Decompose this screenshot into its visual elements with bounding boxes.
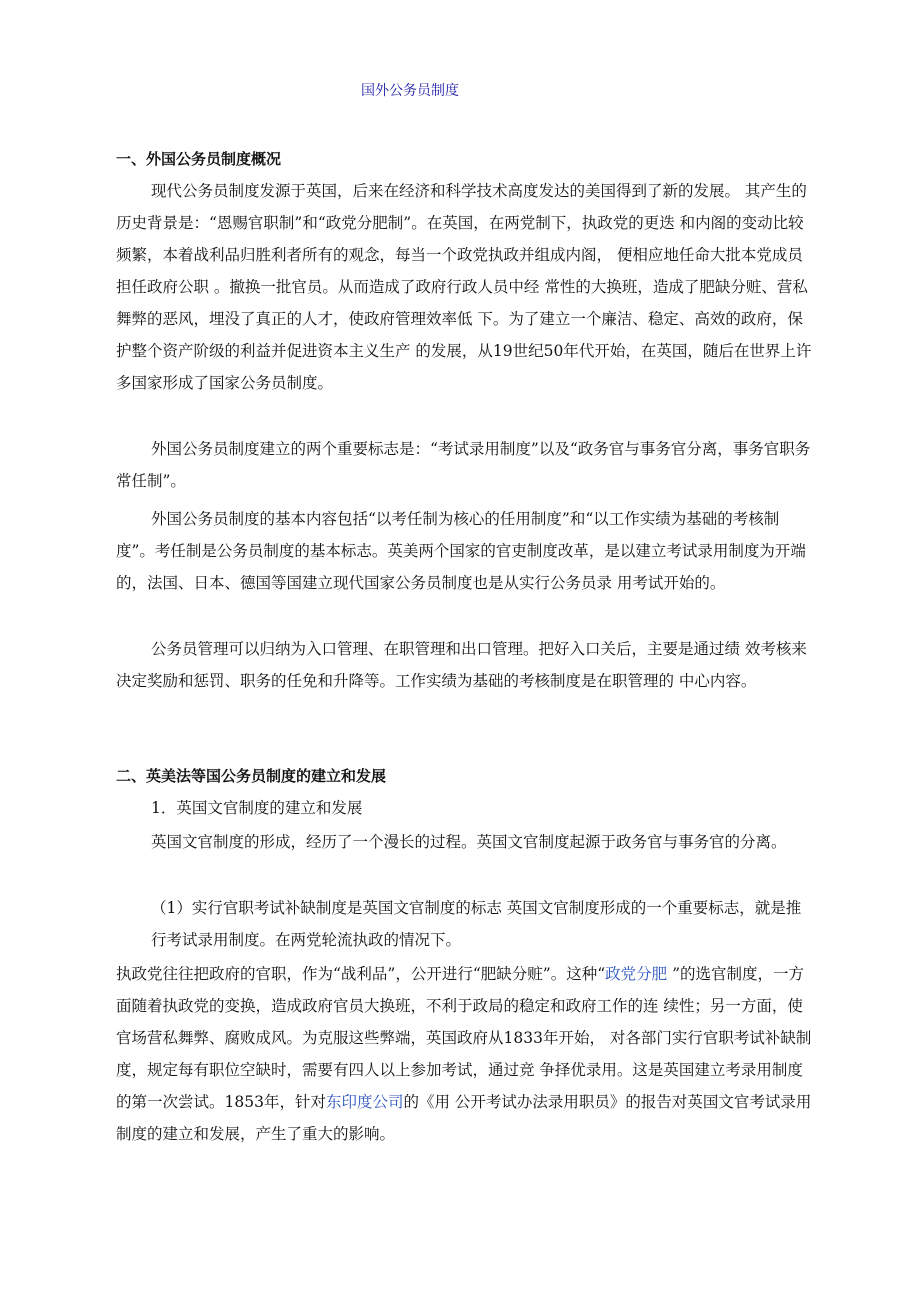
paragraph-text: 执政党往往把政府的官职，作为“战利品”，公开进行“肥缺分赃”。这种“ — [116, 965, 606, 983]
section1-paragraph-1: 现代公务员制度发源于英国，后来在经济和科学技术高度发达的美国得到了新的发展。 其产生的历史背景是：“恩赐官职制”和“政党分肥制”。在英国，在两党制下，执政党的更迭 和内阁的变动比较频繁，本着战利品归胜利者所有的观念，每当一个政党执政并组成内阁， 便相应地任命大批本党成员担任政府公职 。撤换一批官员。从而造成了政府行政人员中经 常性的大换班，造成了肥缺分赃、营私舞弊的恶风，埋没了真正的人才，使政府管理效率低 下。为了建立一个廉洁、稳定、高效的政府，保护整个资产阶级的利益并促进资本主义生产 的发展，从19世纪50年代开始，在英国，随后在世界上许多国家形成了国家公务员制度。 — [116, 182, 812, 392]
paragraph-text: 的《用 公开考试办法录用职员》的报告对英国文官考试录用制度的建立和发展，产生了重大的影响。 — [116, 1093, 812, 1143]
east-india-company-link[interactable]: 东印度公司 — [325, 1093, 404, 1111]
section1-paragraph-2: 外国公务员制度建立的两个重要标志是：“考试录用制度”以及“政务官与事务官分离，事务官职务常任制”。 — [116, 440, 811, 490]
section2-paragraph-2 — [116, 958, 816, 1150]
paragraph-text: ”的选官制度，一方面随着执政党的变换，造成政府官员大换班，不利于政局的稳定和政府工作的连 续性；另一方面，使官场营私舞弊、腐败成风。为克服这些弊端，英国政府从1833年开始， 对各部门实行官职考试补缺制度，规定每有职位空缺时，需要有四人以上参加考试，通过竞 争择优录用。这是英国建立考录用制度的第一次尝试。1853年，针对 — [116, 965, 812, 1111]
section1-paragraph-3: 外国公务员制度的基本内容包括“以考任制为核心的任用制度”和“以工作实绩为基础的考核制度”。考任制是公务员制度的基本标志。英美两个国家的官吏制度改革，是以建立考试录用制度为开端的，法国、日本、德国等国建立现代国家公务员制度也是从实行公务员录 用考试开始的。 — [116, 510, 806, 592]
party-spoils-link[interactable]: 政党分肥 — [605, 965, 673, 983]
document-title: 国外公务员制度 — [361, 83, 459, 99]
section2-paragraph-1: 英国文官制度的形成，经历了一个漫长的过程。英国文官制度起源于政务官与事务官的分离。 — [151, 833, 787, 851]
section2-item-1: （1）实行官职考试补缺制度是英国文官制度的标志 英国文官制度形成的一个重要标志，就是推行考试录用制度。在两党轮流执政的情况下。 — [151, 899, 802, 949]
section1-heading: 一、外国公务员制度概况 — [116, 150, 282, 168]
section2-subheading: 1．英国文官制度的建立和发展 — [151, 799, 363, 817]
section2-heading: 二、英美法等国公务员制度的建立和发展 — [116, 767, 387, 785]
section1-paragraph-4: 公务员管理可以归纳为入口管理、在职管理和出口管理。把好入口关后，主要是通过绩 效考核来决定奖励和惩罚、职务的任免和升降等。工作实绩为基础的考核制度是在职管理的 中心内容。 — [116, 640, 807, 690]
